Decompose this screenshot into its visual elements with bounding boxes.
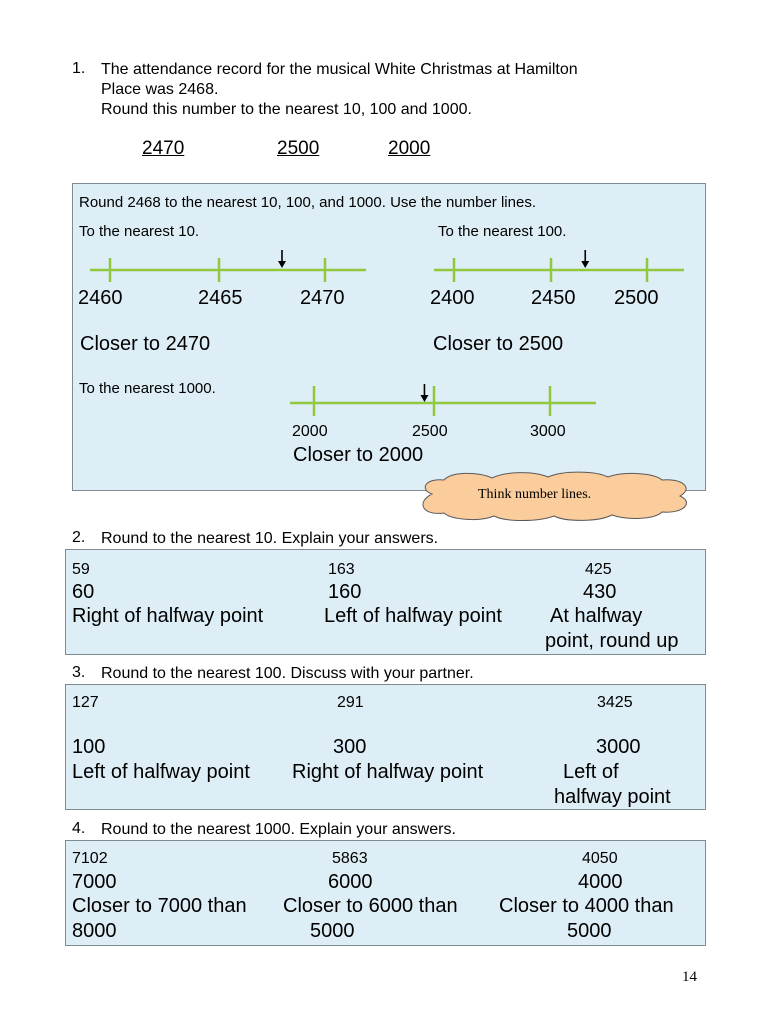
- tick-label: 2400: [430, 287, 475, 309]
- q3-answer: 300: [333, 736, 367, 758]
- q2-answer: 60: [72, 581, 95, 603]
- number-line-nearest-100: [434, 248, 684, 284]
- nearest10-result: Closer to 2470: [80, 333, 211, 355]
- q1-answer-1000: 2000: [388, 138, 431, 159]
- q1-line3: Round this number to the nearest 10, 100 and 1000.: [101, 101, 472, 118]
- q2-reason: Right of halfway point: [72, 605, 264, 627]
- q1-line2: Place was 2468.: [101, 81, 219, 98]
- q4-answer: 6000: [328, 871, 373, 893]
- q1-answer-10: 2470: [142, 138, 185, 159]
- tick-label: 2450: [531, 287, 576, 309]
- q1-line1: The attendance record for the musical White Christmas at Hamilton: [101, 61, 578, 78]
- q2-given: 425: [585, 561, 612, 578]
- q2-answer: 160: [328, 581, 362, 603]
- q3-answer: 3000: [596, 736, 641, 758]
- q3-text: Round to the nearest 100. Discuss with your partner.: [101, 665, 474, 682]
- tick-label: 2500: [614, 287, 659, 309]
- q4-given: 5863: [332, 850, 368, 867]
- nearest1000-label: To the nearest 1000.: [79, 380, 216, 397]
- q3-reason: Left of: [563, 761, 619, 783]
- q4-answer: 7000: [72, 871, 117, 893]
- q3-given: 3425: [597, 694, 633, 711]
- q4-reason-line2: 5000: [310, 920, 355, 942]
- q3-given: 291: [337, 694, 364, 711]
- q4-number: 4.: [72, 820, 86, 837]
- q4-given: 7102: [72, 850, 108, 867]
- tick-label: 2500: [412, 423, 448, 440]
- q2-reason-line2: point, round up: [545, 630, 679, 652]
- arrow-marker: [278, 250, 286, 268]
- q4-answer: 4000: [578, 871, 623, 893]
- box1-instruction: Round 2468 to the nearest 10, 100, and 1000. Use the number lines.: [79, 194, 536, 211]
- nearest1000-result: Closer to 2000: [293, 444, 424, 466]
- number-line-nearest-10: [90, 248, 366, 284]
- q3-answer: 100: [72, 736, 106, 758]
- tick-label: 2470: [300, 287, 345, 309]
- q3-reason: Left of halfway point: [72, 761, 250, 783]
- q3-given: 127: [72, 694, 99, 711]
- page-number: 14: [682, 969, 697, 985]
- nearest100-label: To the nearest 100.: [438, 223, 567, 240]
- tick-label: 2000: [292, 423, 328, 440]
- q3-reason-line2: halfway point: [554, 786, 671, 808]
- q2-number: 2.: [72, 529, 86, 546]
- q2-given: 163: [328, 561, 355, 578]
- arrow-marker: [420, 384, 428, 402]
- q2-answer: 430: [583, 581, 617, 603]
- tick-label: 2465: [198, 287, 243, 309]
- q4-text: Round to the nearest 1000. Explain your answers.: [101, 821, 456, 838]
- q4-reason-line2: 5000: [567, 920, 612, 942]
- q2-text: Round to the nearest 10. Explain your answers.: [101, 530, 439, 547]
- q4-reason: Closer to 6000 than: [283, 895, 458, 917]
- tick-label: 3000: [530, 423, 566, 440]
- q4-reason: Closer to 7000 than: [72, 895, 247, 917]
- nearest100-result: Closer to 2500: [433, 333, 564, 355]
- q4-reason: Closer to 4000 than: [499, 895, 674, 917]
- q1-number: 1.: [72, 60, 86, 77]
- q2-reason: At halfway: [550, 605, 643, 627]
- q2-reason: Left of halfway point: [324, 605, 502, 627]
- q3-number: 3.: [72, 664, 86, 681]
- q1-answer-100: 2500: [277, 138, 320, 159]
- q4-reason-line2: 8000: [72, 920, 117, 942]
- tick-label: 2460: [78, 287, 123, 309]
- nearest10-label: To the nearest 10.: [79, 223, 200, 240]
- cloud-text: Think number lines.: [478, 487, 592, 502]
- q3-reason: Right of halfway point: [292, 761, 484, 783]
- arrow-marker: [581, 250, 589, 268]
- number-line-nearest-1000: [290, 382, 596, 418]
- q4-given: 4050: [582, 850, 618, 867]
- q2-given: 59: [72, 561, 90, 578]
